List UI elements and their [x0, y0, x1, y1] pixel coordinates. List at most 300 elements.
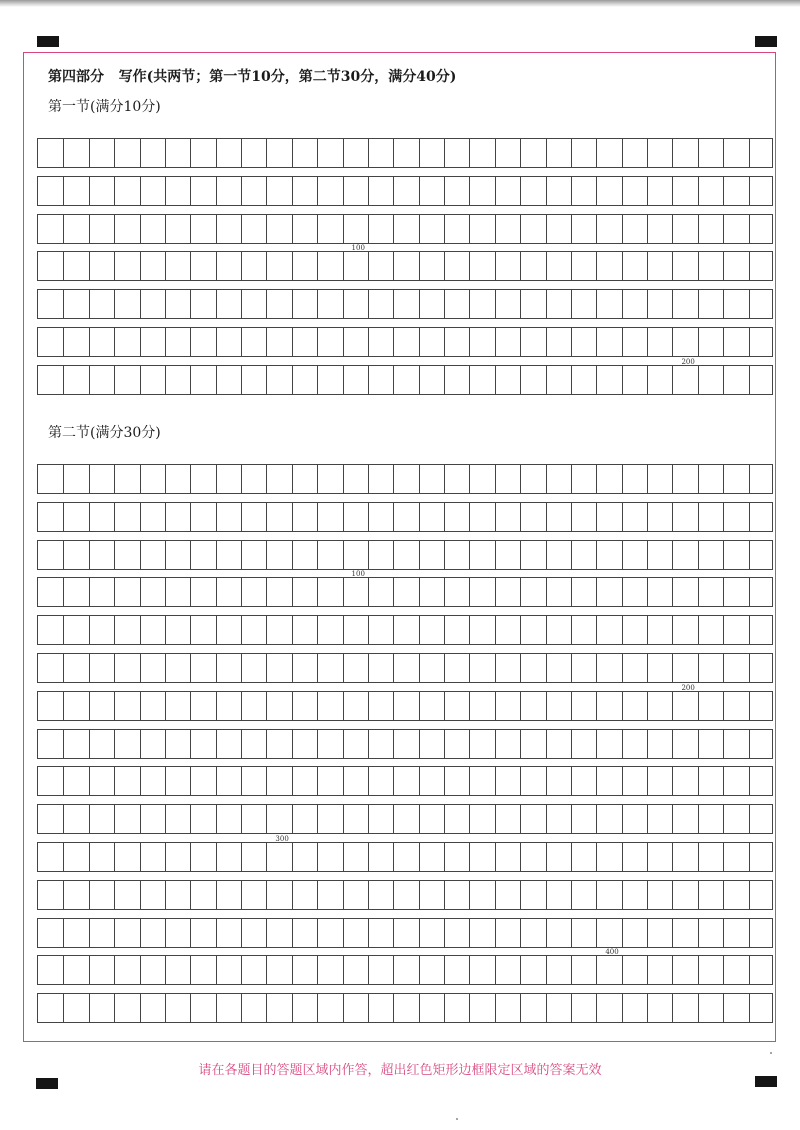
grid-cell-divider	[647, 502, 648, 532]
grid-row[interactable]	[37, 653, 773, 683]
grid-cell-divider	[672, 577, 673, 607]
grid-row[interactable]	[37, 804, 773, 834]
grid-cell-divider	[190, 540, 191, 570]
grid-row[interactable]	[37, 729, 773, 759]
grid-cell-divider	[216, 691, 217, 721]
grid-cell-divider	[241, 653, 242, 683]
grid-cell-divider	[216, 138, 217, 168]
grid-cell-divider	[749, 176, 750, 206]
grid-cell-divider	[216, 577, 217, 607]
grid-cell-divider	[165, 804, 166, 834]
grid-cell-divider	[89, 691, 90, 721]
grid-cell-divider	[89, 365, 90, 395]
grid-cell-divider	[419, 880, 420, 910]
grid-cell-divider	[444, 214, 445, 244]
grid-cell-divider	[444, 804, 445, 834]
grid-cell-divider	[444, 880, 445, 910]
grid-cell-divider	[63, 327, 64, 357]
grid-cell-divider	[622, 880, 623, 910]
grid-cell-divider	[723, 289, 724, 319]
grid-cell-divider	[520, 615, 521, 645]
grid-cell-divider	[672, 766, 673, 796]
grid-cell-divider	[546, 691, 547, 721]
grid-cell-divider	[571, 918, 572, 948]
grid-cell-divider	[571, 653, 572, 683]
grid-cell-divider	[520, 176, 521, 206]
grid-cell-divider	[571, 289, 572, 319]
grid-cell-divider	[571, 880, 572, 910]
grid-cell-divider	[393, 653, 394, 683]
grid-cell-divider	[63, 691, 64, 721]
grid-cell-divider	[596, 918, 597, 948]
grid-cell-divider	[241, 918, 242, 948]
grid-cell-divider	[723, 365, 724, 395]
grid-cell-divider	[292, 577, 293, 607]
grid-cell-divider	[292, 842, 293, 872]
grid-cell-divider	[190, 251, 191, 281]
grid-cell-divider	[596, 365, 597, 395]
grid-cell-divider	[444, 955, 445, 985]
grid-cell-divider	[546, 214, 547, 244]
grid-cell-divider	[165, 842, 166, 872]
grid-cell-divider	[672, 540, 673, 570]
grid-cell-divider	[647, 653, 648, 683]
grid-cell-divider	[216, 327, 217, 357]
grid-cell-divider	[393, 918, 394, 948]
grid-cell-divider	[165, 540, 166, 570]
grid-cell-divider	[343, 653, 344, 683]
grid-cell-divider	[114, 955, 115, 985]
grid-cell-divider	[317, 729, 318, 759]
section1-title: 第一节(满分10分)	[48, 99, 161, 115]
grid-cell-divider	[749, 993, 750, 1023]
word-count-marker: 200	[681, 357, 695, 366]
grid-cell-divider	[749, 880, 750, 910]
grid-cell-divider	[596, 653, 597, 683]
grid-cell-divider	[114, 615, 115, 645]
grid-cell-divider	[698, 729, 699, 759]
grid-cell-divider	[749, 653, 750, 683]
scan-speck	[456, 1118, 458, 1120]
grid-row[interactable]	[37, 880, 773, 910]
grid-row[interactable]	[37, 138, 773, 168]
grid-cell-divider	[368, 880, 369, 910]
grid-cell-divider	[89, 993, 90, 1023]
grid-cell-divider	[419, 766, 420, 796]
grid-cell-divider	[723, 327, 724, 357]
grid-cell-divider	[114, 729, 115, 759]
grid-cell-divider	[292, 918, 293, 948]
grid-cell-divider	[165, 214, 166, 244]
grid-cell-divider	[216, 993, 217, 1023]
grid-cell-divider	[343, 464, 344, 494]
grid-cell-divider	[698, 540, 699, 570]
grid-cell-divider	[343, 691, 344, 721]
grid-cell-divider	[343, 880, 344, 910]
grid-cell-divider	[216, 955, 217, 985]
grid-cell-divider	[89, 176, 90, 206]
grid-cell-divider	[672, 176, 673, 206]
grid-cell-divider	[520, 918, 521, 948]
grid-cell-divider	[216, 615, 217, 645]
grid-cell-divider	[495, 214, 496, 244]
grid-cell-divider	[241, 691, 242, 721]
grid-cell-divider	[165, 993, 166, 1023]
grid-cell-divider	[622, 804, 623, 834]
grid-cell-divider	[140, 138, 141, 168]
grid-cell-divider	[469, 214, 470, 244]
grid-cell-divider	[241, 766, 242, 796]
grid-row[interactable]	[37, 327, 773, 357]
grid-cell-divider	[546, 729, 547, 759]
grid-row[interactable]	[37, 289, 773, 319]
grid-cell-divider	[63, 289, 64, 319]
grid-cell-divider	[393, 251, 394, 281]
grid-cell-divider	[190, 615, 191, 645]
grid-cell-divider	[216, 766, 217, 796]
grid-cell-divider	[698, 577, 699, 607]
grid-cell-divider	[647, 842, 648, 872]
section1-writing-grid[interactable]	[37, 138, 773, 404]
grid-cell-divider	[647, 766, 648, 796]
grid-cell-divider	[495, 540, 496, 570]
grid-cell-divider	[241, 804, 242, 834]
grid-cell-divider	[596, 214, 597, 244]
grid-cell-divider	[89, 577, 90, 607]
grid-cell-divider	[698, 251, 699, 281]
grid-cell-divider	[546, 653, 547, 683]
grid-cell-divider	[241, 842, 242, 872]
grid-cell-divider	[647, 214, 648, 244]
grid-cell-divider	[317, 955, 318, 985]
grid-cell-divider	[216, 365, 217, 395]
grid-cell-divider	[698, 327, 699, 357]
grid-cell-divider	[698, 502, 699, 532]
grid-cell-divider	[672, 327, 673, 357]
grid-cell-divider	[546, 289, 547, 319]
grid-cell-divider	[723, 540, 724, 570]
grid-cell-divider	[596, 729, 597, 759]
registration-mark-bottom-left	[36, 1078, 58, 1089]
grid-cell-divider	[393, 540, 394, 570]
grid-cell-divider	[368, 502, 369, 532]
grid-cell-divider	[292, 214, 293, 244]
grid-cell-divider	[495, 615, 496, 645]
grid-cell-divider	[571, 993, 572, 1023]
grid-cell-divider	[140, 729, 141, 759]
grid-cell-divider	[165, 138, 166, 168]
grid-cell-divider	[596, 577, 597, 607]
grid-cell-divider	[698, 691, 699, 721]
grid-cell-divider	[63, 918, 64, 948]
grid-cell-divider	[444, 653, 445, 683]
grid-cell-divider	[190, 365, 191, 395]
grid-cell-divider	[368, 138, 369, 168]
grid-row[interactable]	[37, 766, 773, 796]
grid-cell-divider	[393, 615, 394, 645]
grid-cell-divider	[546, 766, 547, 796]
grid-cell-divider	[368, 653, 369, 683]
grid-cell-divider	[317, 615, 318, 645]
grid-cell-divider	[393, 729, 394, 759]
grid-cell-divider	[266, 502, 267, 532]
grid-cell-divider	[495, 993, 496, 1023]
grid-cell-divider	[241, 880, 242, 910]
grid-cell-divider	[343, 918, 344, 948]
grid-cell-divider	[63, 842, 64, 872]
grid-cell-divider	[672, 615, 673, 645]
grid-cell-divider	[495, 176, 496, 206]
grid-row[interactable]	[37, 540, 773, 570]
grid-cell-divider	[393, 804, 394, 834]
grid-cell-divider	[672, 365, 673, 395]
grid-cell-divider	[444, 365, 445, 395]
grid-cell-divider	[596, 464, 597, 494]
grid-cell-divider	[216, 214, 217, 244]
grid-row[interactable]	[37, 993, 773, 1023]
section2-writing-grid[interactable]	[37, 464, 773, 1022]
grid-cell-divider	[419, 993, 420, 1023]
grid-cell-divider	[114, 918, 115, 948]
grid-cell-divider	[723, 880, 724, 910]
grid-cell-divider	[216, 176, 217, 206]
grid-cell-divider	[140, 766, 141, 796]
grid-cell-divider	[647, 955, 648, 985]
grid-cell-divider	[165, 502, 166, 532]
grid-cell-divider	[672, 729, 673, 759]
grid-cell-divider	[343, 993, 344, 1023]
grid-cell-divider	[622, 993, 623, 1023]
grid-cell-divider	[89, 138, 90, 168]
grid-cell-divider	[622, 577, 623, 607]
grid-cell-divider	[749, 214, 750, 244]
grid-cell-divider	[520, 880, 521, 910]
grid-cell-divider	[216, 804, 217, 834]
grid-row[interactable]	[37, 176, 773, 206]
grid-cell-divider	[419, 138, 420, 168]
grid-cell-divider	[495, 804, 496, 834]
grid-cell-divider	[266, 138, 267, 168]
grid-cell-divider	[317, 880, 318, 910]
grid-cell-divider	[596, 615, 597, 645]
grid-cell-divider	[393, 766, 394, 796]
grid-cell-divider	[419, 251, 420, 281]
grid-cell-divider	[343, 766, 344, 796]
registration-mark-top-left	[37, 36, 59, 47]
grid-cell-divider	[266, 251, 267, 281]
grid-cell-divider	[368, 176, 369, 206]
grid-cell-divider	[368, 691, 369, 721]
grid-cell-divider	[393, 577, 394, 607]
grid-cell-divider	[495, 251, 496, 281]
grid-cell-divider	[419, 918, 420, 948]
grid-cell-divider	[190, 766, 191, 796]
grid-cell-divider	[571, 138, 572, 168]
grid-cell-divider	[723, 653, 724, 683]
grid-cell-divider	[647, 365, 648, 395]
grid-cell-divider	[571, 729, 572, 759]
grid-cell-divider	[114, 138, 115, 168]
grid-cell-divider	[469, 729, 470, 759]
grid-cell-divider	[343, 502, 344, 532]
grid-cell-divider	[749, 577, 750, 607]
grid-cell-divider	[749, 729, 750, 759]
grid-cell-divider	[266, 766, 267, 796]
grid-cell-divider	[89, 289, 90, 319]
grid-cell-divider	[495, 327, 496, 357]
part-title: 第四部分 写作(共两节；第一节10分，第二节30分，满分40分)	[48, 69, 457, 85]
scan-edge	[0, 0, 800, 7]
grid-row[interactable]	[37, 577, 773, 607]
grid-cell-divider	[698, 176, 699, 206]
grid-cell-divider	[546, 842, 547, 872]
grid-cell-divider	[114, 214, 115, 244]
grid-cell-divider	[63, 880, 64, 910]
grid-cell-divider	[444, 540, 445, 570]
grid-cell-divider	[596, 766, 597, 796]
grid-cell-divider	[698, 993, 699, 1023]
grid-cell-divider	[749, 766, 750, 796]
grid-cell-divider	[216, 289, 217, 319]
grid-cell-divider	[723, 577, 724, 607]
grid-cell-divider	[343, 251, 344, 281]
grid-cell-divider	[469, 691, 470, 721]
grid-row[interactable]	[37, 464, 773, 494]
grid-cell-divider	[241, 138, 242, 168]
grid-cell-divider	[393, 955, 394, 985]
grid-row[interactable]	[37, 615, 773, 645]
grid-cell-divider	[723, 691, 724, 721]
grid-cell-divider	[140, 842, 141, 872]
grid-cell-divider	[140, 327, 141, 357]
grid-cell-divider	[698, 766, 699, 796]
grid-cell-divider	[216, 729, 217, 759]
grid-cell-divider	[647, 615, 648, 645]
grid-cell-divider	[622, 918, 623, 948]
grid-row[interactable]	[37, 251, 773, 281]
grid-row[interactable]	[37, 214, 773, 244]
grid-cell-divider	[140, 365, 141, 395]
grid-cell-divider	[241, 365, 242, 395]
grid-row[interactable]	[37, 502, 773, 532]
grid-cell-divider	[469, 880, 470, 910]
grid-row[interactable]	[37, 918, 773, 948]
grid-cell-divider	[266, 880, 267, 910]
grid-cell-divider	[749, 251, 750, 281]
grid-cell-divider	[241, 251, 242, 281]
grid-cell-divider	[469, 176, 470, 206]
grid-cell-divider	[63, 615, 64, 645]
grid-cell-divider	[596, 502, 597, 532]
grid-cell-divider	[596, 138, 597, 168]
grid-cell-divider	[393, 993, 394, 1023]
grid-cell-divider	[444, 138, 445, 168]
grid-cell-divider	[343, 804, 344, 834]
grid-cell-divider	[114, 804, 115, 834]
grid-cell-divider	[647, 577, 648, 607]
grid-cell-divider	[63, 804, 64, 834]
grid-cell-divider	[571, 842, 572, 872]
grid-cell-divider	[647, 729, 648, 759]
grid-cell-divider	[622, 955, 623, 985]
grid-cell-divider	[292, 289, 293, 319]
grid-cell-divider	[520, 464, 521, 494]
grid-cell-divider	[114, 464, 115, 494]
grid-cell-divider	[469, 918, 470, 948]
grid-cell-divider	[698, 615, 699, 645]
grid-cell-divider	[546, 176, 547, 206]
grid-cell-divider	[520, 214, 521, 244]
grid-cell-divider	[622, 251, 623, 281]
grid-cell-divider	[140, 691, 141, 721]
grid-row[interactable]	[37, 955, 773, 985]
grid-cell-divider	[495, 955, 496, 985]
grid-cell-divider	[495, 577, 496, 607]
grid-cell-divider	[317, 176, 318, 206]
grid-cell-divider	[520, 842, 521, 872]
grid-cell-divider	[698, 880, 699, 910]
grid-row[interactable]	[37, 365, 773, 395]
grid-cell-divider	[89, 615, 90, 645]
grid-cell-divider	[672, 289, 673, 319]
grid-cell-divider	[317, 138, 318, 168]
grid-cell-divider	[140, 502, 141, 532]
grid-cell-divider	[343, 955, 344, 985]
grid-cell-divider	[140, 577, 141, 607]
grid-cell-divider	[266, 615, 267, 645]
grid-cell-divider	[672, 880, 673, 910]
word-count-marker: 200	[681, 683, 695, 692]
grid-cell-divider	[140, 251, 141, 281]
grid-cell-divider	[647, 804, 648, 834]
grid-cell-divider	[672, 214, 673, 244]
grid-cell-divider	[546, 993, 547, 1023]
grid-cell-divider	[419, 577, 420, 607]
grid-cell-divider	[292, 251, 293, 281]
word-count-marker: 400	[605, 948, 619, 957]
grid-cell-divider	[723, 615, 724, 645]
grid-cell-divider	[444, 766, 445, 796]
grid-cell-divider	[647, 880, 648, 910]
grid-cell-divider	[469, 365, 470, 395]
grid-cell-divider	[647, 176, 648, 206]
grid-cell-divider	[266, 729, 267, 759]
grid-cell-divider	[63, 176, 64, 206]
grid-cell-divider	[495, 918, 496, 948]
grid-cell-divider	[622, 842, 623, 872]
grid-cell-divider	[292, 880, 293, 910]
grid-row[interactable]	[37, 691, 773, 721]
grid-cell-divider	[114, 842, 115, 872]
grid-cell-divider	[266, 289, 267, 319]
grid-cell-divider	[698, 138, 699, 168]
grid-row[interactable]	[37, 842, 773, 872]
grid-cell-divider	[393, 464, 394, 494]
grid-cell-divider	[723, 766, 724, 796]
grid-cell-divider	[368, 804, 369, 834]
grid-cell-divider	[165, 464, 166, 494]
grid-cell-divider	[63, 955, 64, 985]
grid-cell-divider	[419, 502, 420, 532]
grid-cell-divider	[419, 804, 420, 834]
grid-cell-divider	[596, 176, 597, 206]
grid-cell-divider	[317, 842, 318, 872]
grid-cell-divider	[393, 138, 394, 168]
grid-cell-divider	[647, 289, 648, 319]
grid-cell-divider	[114, 327, 115, 357]
grid-cell-divider	[266, 691, 267, 721]
section2-title: 第二节(满分30分)	[48, 425, 161, 441]
